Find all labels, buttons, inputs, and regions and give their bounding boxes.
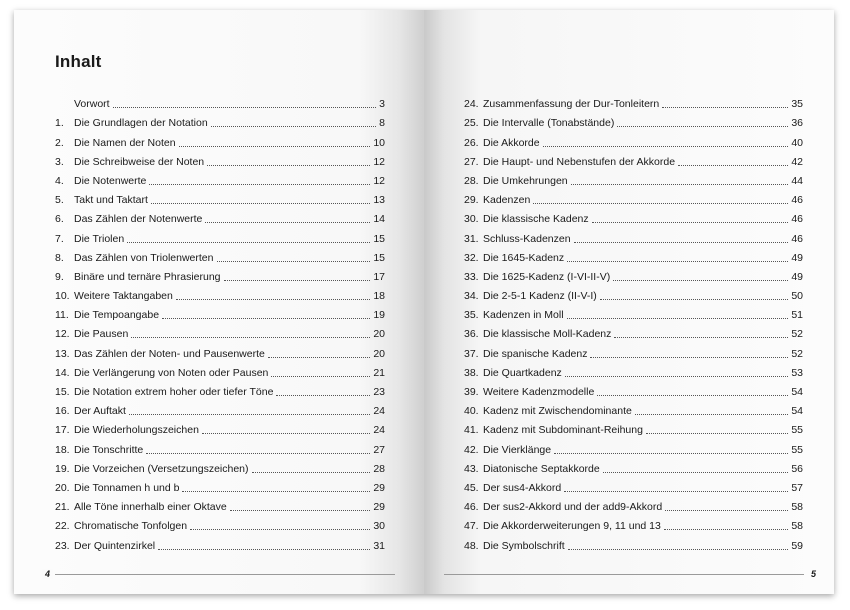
toc-entry[interactable] — [55, 341, 385, 360]
toc-entry-label: Der sus4-Akkord — [483, 481, 562, 494]
toc-entry-page: 15 — [373, 232, 385, 245]
toc-entry-page: 58 — [791, 501, 803, 514]
toc-entry[interactable] — [55, 207, 385, 226]
toc-entry-number: 21. — [55, 501, 70, 514]
toc-entry-label: Kadenzen — [483, 194, 531, 207]
toc-entry-leader — [614, 337, 788, 338]
toc-entry-page: 27 — [373, 443, 385, 456]
toc-entry-leader — [565, 376, 789, 377]
toc-entry-number: 18. — [55, 443, 70, 456]
toc-entry[interactable] — [464, 246, 803, 265]
toc-entry-label: Alle Töne innerhalb einer Oktave — [74, 501, 227, 514]
toc-entry-label: Das Zählen der Noten- und Pausenwerte — [74, 347, 265, 360]
toc-entry-page: 44 — [791, 174, 803, 187]
toc-entry[interactable] — [464, 514, 803, 533]
toc-entry-number: 23. — [55, 539, 70, 552]
toc-entry[interactable] — [55, 92, 385, 111]
toc-entry-number: 13. — [55, 347, 70, 360]
toc-entry-label: Die Verlängerung von Noten oder Pausen — [74, 366, 269, 379]
toc-entry[interactable] — [55, 533, 385, 552]
toc-entry-leader — [129, 414, 370, 415]
toc-entry-page: 56 — [791, 462, 803, 475]
toc-entry-label: Weitere Kadenzmodelle — [483, 386, 595, 398]
toc-entry-number: 5. — [55, 194, 64, 207]
toc-entry-number: 9. — [55, 270, 64, 283]
toc-entry-label: Die Notenwerte — [74, 174, 147, 187]
toc-entry[interactable] — [464, 207, 803, 226]
toc-entry[interactable] — [55, 476, 385, 495]
toc-entry-leader — [179, 146, 371, 147]
toc-entry-number: 14. — [55, 366, 70, 379]
toc-entry-label: Die Grundlagen der Notation — [74, 117, 208, 130]
toc-entry-leader — [613, 280, 788, 281]
toc-entry-leader — [600, 299, 789, 300]
toc-entry-number: 30. — [464, 213, 479, 226]
toc-entry[interactable] — [464, 322, 803, 341]
toc-entry-page: 28 — [373, 462, 385, 475]
toc-entry-page: 58 — [791, 520, 803, 533]
toc-entry-leader — [151, 203, 370, 204]
toc-entry-number: 43. — [464, 462, 479, 475]
toc-entry-page: 54 — [791, 405, 803, 418]
toc-entry-leader — [252, 472, 371, 473]
toc-entry-leader — [603, 472, 789, 473]
toc-entry-label: Die Vorzeichen (Versetzungszeichen) — [74, 462, 249, 475]
toc-entry-number: 12. — [55, 328, 70, 341]
toc-entry-page: 55 — [791, 424, 803, 437]
toc-entry-number: 38. — [464, 366, 479, 379]
toc-entry-leader — [190, 529, 370, 530]
toc-entry-page: 46 — [791, 232, 803, 245]
toc-entry-page: 53 — [791, 366, 803, 379]
toc-entry[interactable] — [464, 457, 803, 476]
toc-entry-page: 59 — [791, 539, 803, 552]
toc-entry-number: 35. — [464, 309, 479, 322]
toc-entry-number: 34. — [464, 290, 479, 303]
toc-entry-label: Zusammenfassung der Dur-Tonleitern — [483, 98, 660, 111]
toc-entry-page: 10 — [373, 136, 385, 149]
toc-entry-label: Kadenz mit Zwischendominante — [483, 405, 632, 418]
toc-entry-number: 31. — [464, 232, 479, 245]
toc-entry[interactable] — [55, 514, 385, 533]
toc-entry-leader — [635, 414, 788, 415]
toc-entry-page: 42 — [791, 155, 803, 168]
toc-entry-label: Schluss-Kadenzen — [483, 232, 571, 245]
toc-entry-leader — [182, 491, 370, 492]
toc-entry-leader — [176, 299, 370, 300]
toc-entry-number: 11. — [55, 309, 69, 322]
toc-entry-leader — [554, 453, 788, 454]
toc-entry[interactable] — [55, 265, 385, 284]
toc-entry-page: 36 — [791, 117, 803, 130]
toc-left — [55, 92, 385, 553]
toc-entry-label: Die Symbolschrift — [483, 539, 565, 552]
toc-entry-leader — [571, 184, 789, 185]
toc-entry-label: Das Zählen der Notenwerte — [74, 213, 203, 226]
toc-entry-leader — [162, 318, 370, 319]
toc-entry-number: 32. — [464, 251, 479, 264]
toc-entry[interactable] — [55, 111, 385, 130]
toc-entry[interactable] — [464, 399, 803, 418]
toc-entry-page: 29 — [373, 501, 385, 514]
toc-entry-label: Die 2-5-1 Kadenz (II-V-I) — [483, 290, 597, 303]
toc-entry-label: Der Auftakt — [74, 405, 126, 418]
toc-right — [464, 92, 803, 553]
toc-entry-leader — [568, 549, 789, 550]
toc-entry-page: 31 — [373, 539, 385, 552]
toc-entry-label: Binäre und ternäre Phrasierung — [74, 270, 221, 283]
toc-entry-leader — [617, 126, 788, 127]
toc-entry-label: Diatonische Septakkorde — [483, 462, 600, 475]
toc-entry-page: 12 — [373, 174, 385, 187]
toc-entry-leader — [533, 203, 788, 204]
toc-entry-page: 55 — [791, 443, 803, 456]
toc-entry-label: Die Schreibweise der Noten — [74, 155, 205, 168]
toc-entry-page: 18 — [373, 290, 385, 303]
toc-entry-leader — [158, 549, 370, 550]
toc-entry[interactable] — [55, 150, 385, 169]
toc-entry[interactable] — [464, 418, 803, 437]
toc-entry[interactable] — [464, 495, 803, 514]
toc-entry-page: 14 — [373, 213, 385, 226]
toc-entry-leader — [574, 242, 789, 243]
toc-entry-page: 8 — [379, 117, 385, 130]
toc-entry-label: Die 1625-Kadenz (I-VI-II-V) — [483, 270, 611, 283]
toc-entry-number: 7. — [55, 232, 64, 245]
toc-entry[interactable] — [464, 476, 803, 495]
toc-entry-label: Die 1645-Kadenz — [483, 251, 565, 264]
toc-entry-page: 52 — [791, 328, 803, 341]
toc-entry-leader — [205, 222, 370, 223]
toc-entry-page: 49 — [791, 251, 803, 264]
toc-entry-label: Die klassische Kadenz — [483, 213, 589, 226]
left-page — [14, 10, 424, 594]
toc-entry-label: Die Pausen — [74, 328, 129, 341]
toc-entry-page: 40 — [791, 136, 803, 149]
toc-entry-leader — [113, 107, 377, 108]
toc-entry-page: 13 — [373, 194, 385, 207]
toc-entry[interactable] — [55, 284, 385, 303]
toc-entry[interactable] — [55, 361, 385, 380]
page-title: Inhalt — [55, 52, 102, 71]
toc-entry-leader — [224, 280, 371, 281]
toc-entry-page: 30 — [373, 520, 385, 533]
toc-entry-number: 1. — [55, 117, 64, 130]
footer-rule-right — [444, 574, 804, 575]
toc-entry[interactable] — [55, 495, 385, 514]
toc-entry-number: 8. — [55, 251, 64, 264]
toc-entry-leader — [592, 222, 789, 223]
page-number-left: 4 — [42, 569, 53, 579]
toc-entry-leader — [149, 184, 370, 185]
toc-entry-number: 22. — [55, 520, 70, 533]
toc-entry[interactable] — [464, 169, 803, 188]
toc-entry-page: 46 — [791, 213, 803, 226]
toc-entry-leader — [207, 165, 370, 166]
toc-entry-page: 12 — [373, 155, 385, 168]
toc-entry-page: 17 — [373, 270, 385, 283]
toc-entry[interactable] — [55, 399, 385, 418]
toc-entry-page: 29 — [373, 481, 385, 494]
toc-entry-leader — [127, 242, 370, 243]
toc-entry-page: 15 — [373, 251, 385, 264]
toc-entry-label: Die Namen der Noten — [74, 136, 176, 149]
toc-entry-label: Kadenz mit Subdominant-Reihung — [483, 424, 643, 437]
toc-entry[interactable] — [464, 533, 803, 552]
toc-entry-label: Der Quintenzirkel — [74, 539, 156, 552]
toc-entry-leader — [230, 510, 371, 511]
toc-entry-page: 52 — [791, 347, 803, 360]
toc-entry-page: 19 — [373, 309, 385, 322]
toc-entry-number: 10. — [55, 290, 70, 303]
toc-entry[interactable] — [55, 457, 385, 476]
toc-entry-number: 33. — [464, 270, 479, 283]
toc-entry-leader — [590, 357, 788, 358]
toc-entry-label: Die Quartkadenz — [483, 366, 562, 379]
toc-entry-leader — [217, 261, 371, 262]
toc-entry-number: 29. — [464, 194, 479, 207]
page-number-right: 5 — [808, 569, 819, 579]
toc-entry-label: Takt und Taktart — [74, 194, 148, 207]
toc-entry[interactable] — [55, 322, 385, 341]
toc-entry-number: 4. — [55, 174, 64, 187]
toc-entry-number: 15. — [55, 386, 70, 398]
toc-entry-label: Das Zählen von Triolenwerten — [74, 251, 214, 264]
toc-entry-label: Die Tonschritte — [74, 443, 144, 456]
toc-entry-number: 6. — [55, 213, 64, 226]
toc-entry[interactable] — [464, 188, 803, 207]
toc-entry[interactable] — [55, 380, 385, 399]
toc-entry-page: 24 — [373, 424, 385, 437]
toc-entry[interactable] — [464, 92, 803, 111]
toc-entry-leader — [678, 165, 788, 166]
toc-entry[interactable] — [464, 341, 803, 360]
toc-entry-page: 20 — [373, 347, 385, 360]
toc-entry-page: 57 — [791, 481, 803, 494]
toc-entry[interactable] — [464, 150, 803, 169]
right-page — [424, 10, 834, 594]
toc-entry-leader — [664, 529, 788, 530]
footer-rule-left — [55, 574, 395, 575]
toc-entry-number: 37. — [464, 347, 479, 360]
toc-entry[interactable] — [55, 130, 385, 149]
toc-entry-page: 46 — [791, 194, 803, 207]
toc-entry-number: 19. — [55, 462, 70, 475]
toc-entry-number: 36. — [464, 328, 479, 341]
toc-entry-number: 26. — [464, 136, 479, 149]
toc-entry-label: Die Haupt- und Nebenstufen der Akkorde — [483, 155, 676, 168]
toc-entry-label: Der sus2-Akkord und der add9-Akkord — [483, 501, 663, 514]
toc-entry[interactable] — [55, 188, 385, 207]
toc-entry-label: Die spanische Kadenz — [483, 347, 588, 360]
toc-entry-number: 48. — [464, 539, 479, 552]
toc-entry-leader — [202, 433, 370, 434]
toc-entry-number: 25. — [464, 117, 479, 130]
toc-entry[interactable] — [464, 303, 803, 322]
toc-entry-number: 2. — [55, 136, 64, 149]
toc-entry[interactable] — [464, 361, 803, 380]
toc-entry-label: Die Tempoangabe — [74, 309, 160, 322]
toc-entry-page: 35 — [791, 98, 803, 111]
toc-entry[interactable] — [55, 418, 385, 437]
toc-entry-number: 45. — [464, 481, 479, 494]
toc-entry-label: Die Tonnamen h und b — [74, 481, 180, 494]
toc-entry-leader — [662, 107, 788, 108]
toc-entry-page: 49 — [791, 270, 803, 283]
toc-entry-page: 3 — [379, 98, 385, 111]
toc-entry[interactable] — [464, 437, 803, 456]
toc-entry-leader — [665, 510, 788, 511]
toc-entry-number: 41. — [464, 424, 479, 437]
toc-entry-label: Die klassische Moll-Kadenz — [483, 328, 612, 341]
toc-entry-page: 21 — [373, 366, 385, 379]
toc-entry[interactable] — [464, 130, 803, 149]
toc-entry-page: 50 — [791, 290, 803, 303]
toc-entry-number: 47. — [464, 520, 479, 533]
toc-entry[interactable] — [464, 284, 803, 303]
toc-entry-page: 20 — [373, 328, 385, 341]
toc-entry-label: Die Notation extrem hoher oder tiefer Töne — [74, 386, 274, 398]
toc-entry-leader — [564, 491, 788, 492]
toc-entry-label: Die Akkorde — [483, 136, 540, 149]
toc-entry-leader — [646, 433, 788, 434]
toc-entry-label: Die Akkorderweiterungen 9, 11 und 13 — [483, 520, 661, 533]
toc-entry-leader — [543, 146, 789, 147]
toc-entry[interactable] — [55, 303, 385, 322]
toc-entry-page: 24 — [373, 405, 385, 418]
toc-entry[interactable] — [464, 265, 803, 284]
toc-entry-label: Chromatische Tonfolgen — [74, 520, 188, 533]
toc-entry-number: 46. — [464, 501, 479, 514]
toc-entry-number: 42. — [464, 443, 479, 456]
toc-entry-label: Die Vierklänge — [483, 443, 552, 456]
toc-entry[interactable] — [464, 380, 803, 399]
toc-entry-number: 24. — [464, 98, 479, 111]
toc-entry-leader — [211, 126, 376, 127]
toc-entry-leader — [131, 337, 370, 338]
toc-entry-page: 51 — [791, 309, 803, 322]
toc-entry-leader — [146, 453, 370, 454]
toc-entry-number: 28. — [464, 174, 479, 187]
toc-entry-leader — [597, 395, 788, 396]
toc-entry-number: 17. — [55, 424, 70, 437]
toc-entry-label: Die Umkehrungen — [483, 174, 568, 187]
toc-entry[interactable] — [55, 246, 385, 265]
toc-entry-number: 27. — [464, 155, 479, 168]
toc-entry-leader — [567, 261, 788, 262]
toc-entry-leader — [276, 395, 370, 396]
toc-entry-leader — [271, 376, 370, 377]
toc-entry-leader — [567, 318, 789, 319]
toc-entry-number: 39. — [464, 386, 479, 398]
toc-entry-label: Die Triolen — [74, 232, 125, 245]
toc-entry-label: Die Wiederholungszeichen — [74, 424, 199, 437]
toc-entry-label: Vorwort — [74, 98, 110, 111]
toc-entry-number: 20. — [55, 481, 70, 494]
toc-entry-number: 16. — [55, 405, 70, 418]
toc-entry-number: 40. — [464, 405, 479, 418]
toc-entry-page: 54 — [791, 386, 803, 398]
toc-entry[interactable] — [464, 226, 803, 245]
toc-entry-label: Die Intervalle (Tonabstände) — [483, 117, 615, 130]
toc-entry-label: Weitere Taktangaben — [74, 290, 173, 303]
toc-entry[interactable] — [55, 169, 385, 188]
toc-entry-page: 23 — [373, 386, 385, 398]
book-spread — [14, 10, 834, 594]
toc-entry[interactable] — [55, 226, 385, 245]
toc-entry[interactable] — [55, 437, 385, 456]
toc-entry-number: 3. — [55, 155, 64, 168]
toc-entry[interactable] — [464, 111, 803, 130]
toc-entry-leader — [268, 357, 370, 358]
toc-entry-label: Kadenzen in Moll — [483, 309, 564, 322]
